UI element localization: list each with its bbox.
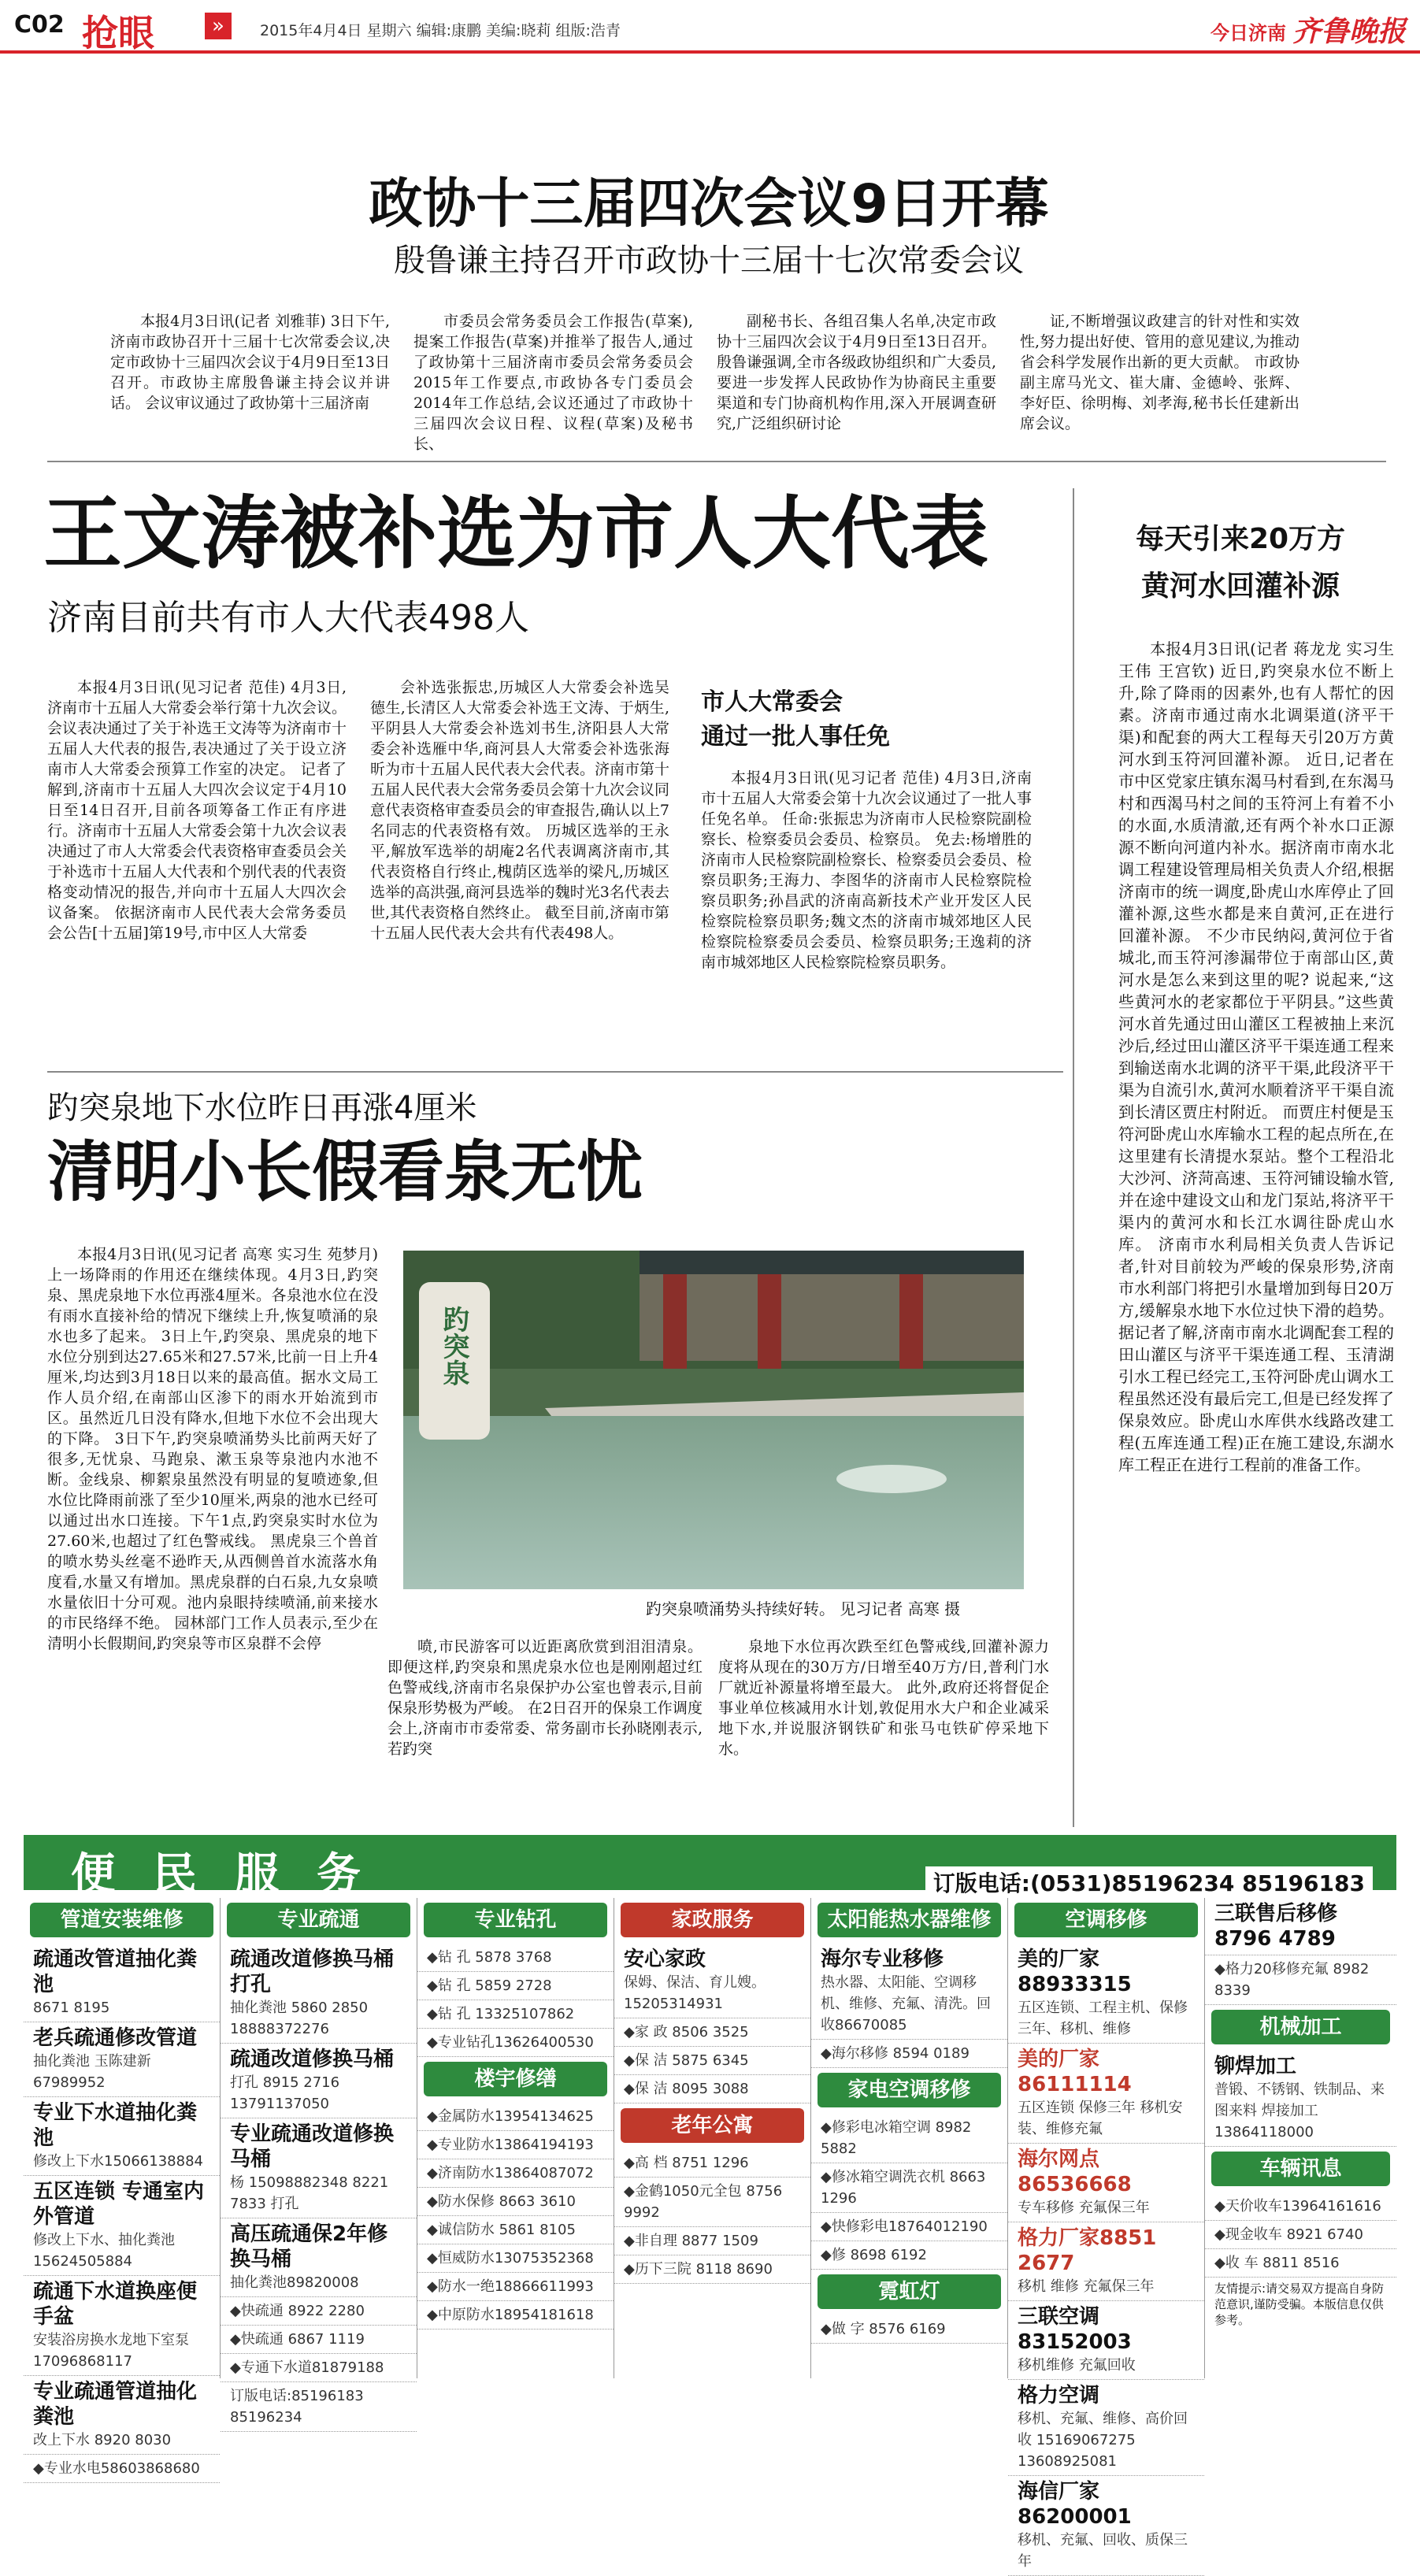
list-item: ◆非自理 8877 1509: [614, 2227, 810, 2255]
article4-col3: 泉地下水位再次跌至红色警戒线,回灌补源力度将从现在的30万方/日增至40万方/日,普利门水厂就近补源量将增至最大。 此外,政府还将督促企事业单位核减用水计划,敦促用水大户和企业减采地下水,并说服济钢铁矿和张马屯铁矿停采地下水。: [718, 1638, 1049, 1758]
list-item: 专业疏通改道修换马桶 杨 15098882348 8221 7833 打孔: [221, 2118, 417, 2218]
article1-col4: 证,不断增强议政建言的针对性和实效性,努力提出好使、管用的意见建议,为推动省会科学发展作出新的更大贡献。 市政协副主席马光文、崔大庸、金德岭、张辉、李好臣、徐明梅、刘孝海,秘书长任建新出席会议。: [1020, 313, 1300, 432]
category-tag: 老年公寓: [621, 2108, 804, 2143]
list-item: ◆诚信防水 5861 8105: [417, 2216, 614, 2244]
newspaper-logo: 齐鲁晚报: [1292, 15, 1406, 48]
list-item: ◆快修彩电18764012190: [811, 2213, 1007, 2241]
list-item: ◆金属防水13954134625: [417, 2103, 614, 2131]
list-item: 疏通改管道抽化粪池 8671 8195: [24, 1944, 220, 2022]
article4-title: 清明小长假看泉无忧: [47, 1133, 643, 1210]
list-item: ◆修彩电冰箱空调 8982 5882: [811, 2114, 1007, 2163]
notice: 友情提示:请交易双方提高自身防范意识,谨防受骗。本版信息仅供参考。: [1214, 2281, 1385, 2327]
category-tag: 专业疏通: [227, 1903, 410, 1937]
services-col-pipes: [24, 1898, 221, 2477]
list-item: 格力厂家8851 2677 移机 维修 充氟保三年: [1008, 2222, 1204, 2301]
list-item: 格力空调 移机、充氟、维修、高价回收 15169067275 13608925081: [1008, 2380, 1204, 2476]
spring-photo: [403, 1251, 1024, 1589]
article2-subtitle: 济南目前共有市人大代表498人: [47, 598, 529, 638]
list-item: 海尔网点86536668 专车移修 充氟保三年: [1008, 2144, 1204, 2222]
list-item: ◆钻 孔 5859 2728: [417, 1972, 614, 2000]
list-item: ◆现金收车 8921 6740: [1205, 2221, 1396, 2249]
article2-col2: 会补选张振忠,历城区人大常委会补选吴德生,长清区人大常委会补选王文涛、于炳生,平阴县人大常委会补选刘书生,济阳县人大常委会补选雁中华,商河县人大常委会补选张海昕为市十五届人民代表大会代表。济南市第十五届人民代表大会常务委员会第十九次会议同意代表资格审查委员会的审查报告,确认以上7名同志的代表资格有效。 历城区选举的王永平,解放军选举的胡庵2名代表调离济南市,其代表资格自行终止,槐荫区选举的梁凡,历城区选举的高洪强,商河县选举的魏时光3名代表去世,其代表资格自然终止。 截至目前,济南市第十五届人民代表大会共有代表498人。: [370, 679, 670, 942]
list-item: ◆高 档 8751 1296: [614, 2149, 810, 2178]
services-col-clearing: [221, 1898, 417, 2426]
list-item: 三联空调83152003 移机维修 充氟回收: [1008, 2301, 1204, 2380]
list-item: ◆济南防水13864087072: [417, 2159, 614, 2188]
photo-caption: 趵突泉喷涌势头持续好转。 见习记者 高寒 摄: [646, 1599, 961, 1618]
category-tag: 家政服务: [621, 1903, 804, 1937]
list-item: ◆快疏通 6867 1119: [221, 2326, 417, 2354]
list-item: 安心家政 保姆、保洁、育儿嫂。15205314931: [614, 1944, 810, 2018]
article1-subtitle: 殷鲁谦主持召开市政协十三届十七次常委会议: [394, 243, 1024, 279]
list-item: ◆家 政 8506 3525: [614, 2018, 810, 2047]
issue-meta: 2015年4月4日 星期六 编辑:康鹏 美编:晓莉 组版:浩青: [260, 22, 621, 39]
list-item: 高压疏通保2年修换马桶 抽化粪池89820008: [221, 2218, 417, 2297]
list-item: ◆收 车 8811 8516: [1205, 2249, 1396, 2278]
list-item: ◆中原防水18954181618: [417, 2301, 614, 2330]
services-hotline: 订版电话:(0531)85196234 85196183: [925, 1866, 1373, 1898]
list-item: ◆防水一绝18866611993: [417, 2273, 614, 2301]
list-item: 老兵疏通修改管道 抽化粪池 玉陈建新67989952: [24, 2022, 220, 2097]
section-title: 抢眼: [82, 12, 154, 54]
page-number: C02: [14, 11, 65, 39]
divider: [47, 1071, 1063, 1073]
list-item: ◆专业水电58603868680: [24, 2455, 220, 2483]
list-item: ◆钻 孔 5878 3768: [417, 1944, 614, 1972]
list-item: 疏通下水道换座便手盆 安装浴房换水龙地下室泵 17096868117: [24, 2276, 220, 2376]
article2-box-text: 本报4月3日讯(见习记者 范佳) 4月3日,济南市十五届人大常委会第十九次会议通过了一批人事任免名单。 任命:张振忠为济南市人民检察院副检察长、检察委员会委员、检察员。 免去:杨增胜的济南市人民检察院副检察长、检察委员会委员、检察员职务;王海力、李图华的济南市人民检察院检察员职务;孙昌武的济南高新技术产业开发区人民检察院检察员职务;魏文杰的济南市城郊地区人民检察院检察委员会委员、检察员职务;王逸莉的济南市城郊地区人民检察院检察员职务。: [701, 769, 1032, 971]
article2-col1: 本报4月3日讯(见习记者 范佳) 4月3日,济南市十五届人大常委会举行第十九次会议。会议表决通过了关于补选王文涛等为济南市十五届人大代表的报告,表决通过了关于设立济南市人大常委会预算工作室的决定。 记者了解到,济南市十五届人大四次会议定于4月10日至14日召开,目前各项筹备工作正有序进行。济南市十五届人大常委会第十九次会议表决通过了市人大常委会代表资格审查委员会关于补选市十五届人大代表和个别代表的代表资格变动情况的报告,并向市十五届人大四次会议备案。 依据济南市人民代表大会常务委员会公告[十五届]第19号,市中区人大常委: [47, 679, 347, 942]
services-col-solar: [811, 1898, 1008, 2378]
list-item: ◆防水保修 8663 3610: [417, 2188, 614, 2216]
list-item: ◆做 字 8576 6169: [811, 2315, 1007, 2344]
list-item: ◆保 洁 5875 6345: [614, 2047, 810, 2075]
list-item: 海信厂家86200001 移机、充氟、回收、质保三年: [1008, 2476, 1204, 2576]
list-item: ◆修冰箱空调洗衣机 8663 1296: [811, 2163, 1007, 2213]
article2-box-title: 市人大常委会 通过一批人事任免: [701, 688, 890, 751]
article1-title: 政协十三届四次会议9日开幕: [369, 173, 1049, 235]
list-item: ◆海尔移修 8594 0189: [811, 2040, 1007, 2068]
list-item: ◆专业钻孔13626400530: [417, 2029, 614, 2057]
masthead: [0, 0, 1420, 54]
services-col-housekeeping: [614, 1898, 811, 2378]
list-item: 疏通改道修换马桶打孔 抽化粪池 5860 2850 18888372276: [221, 1944, 417, 2044]
article4-col1: 本报4月3日讯(见习记者 高寒 实习生 苑梦月) 上一场降雨的作用还在继续体现。4月3日,趵突泉、黑虎泉地下水位再涨4厘米。各泉池水位在没有雨水直接补给的情况下继续上升,恢复喷涌的泉水也多了起来。 3日上午,趵突泉、黑虎泉的地下水位分别到达27.65米和27.57米,比前一日上升4厘米,均达到3月18日以来的最高值。据水文局工作人员介绍,在南部山区渗下的雨水开始流到市区。虽然近几日没有降水,但地下水位不会出现大的下降。 3日下午,趵突泉喷涌势头比前两天好了很多,无忧泉、马跑泉、漱玉泉等泉池内水池不断。金线泉、柳絮泉虽然没有明显的复喷迹象,但水位比降雨前涨了至少10厘米,两泉的池水已经可以通过出水口连接。下午1点,趵突泉实时水位为27.60米,也超过了红色警戒线。 黑虎泉三个兽首的喷水势头丝毫不逊昨天,从西侧兽首水流落水角度看,水量又有增加。黑虎泉群的白石泉,九女泉喷水量依旧十分可观。池内泉眼持续喷涌,前来接水的市民络绎不绝。 园林部门工作人员表示,至少在清明小长假期间,趵突泉等市区泉群不会停: [47, 1246, 378, 1652]
list-item: 铆焊加工 普锻、不锈钢、铁制品、来图来料 焊接加工13864118000: [1205, 2051, 1396, 2147]
list-item: 专业下水道抽化粪池 修改上下水15066138884: [24, 2097, 220, 2176]
category-tag: 空调移修: [1014, 1903, 1198, 1937]
article1-col1: 本报4月3日讯(记者 刘雅菲) 3日下午,济南市政协召开十三届十七次常委会议,决定市政协十三届四次会议于4月9日至13日召开。市政协主席殷鲁谦主持会议并讲话。 会议审议通过了政协第十三届济南: [110, 313, 390, 412]
brand-label: 今日济南: [1211, 22, 1286, 44]
list-item: 海尔专业移修 热水器、太阳能、空调移机、维修、充氟、清洗。回收86670085: [811, 1944, 1007, 2040]
services-header: [24, 1835, 1396, 1900]
list-item: ◆金鹤1050元全包 8756 9992: [614, 2178, 810, 2227]
list-item: 三联售后移修 8796 4789: [1205, 1898, 1396, 1955]
services-col-misc: [1205, 1898, 1396, 2378]
photo-sign: 趵突泉: [438, 1306, 469, 1386]
list-item: 疏通改道修换马桶 打孔 8915 2716 13791137050: [221, 2044, 417, 2118]
divider: [1073, 488, 1074, 1827]
list-item: ◆专业防水13864194193: [417, 2131, 614, 2159]
article4-col2: 喷,市民游客可以近距离欣赏到泪泪清泉。 即便这样,趵突泉和黑虎泉水位也是刚刚超过红色警戒线,济南市名泉保护办公室也曾表示,目前保泉形势极为严峻。 在2日召开的保泉工作调度会上,济南市市委常委、常务副市长孙晓刚表示,若趵突: [387, 1638, 703, 1758]
divider: [47, 461, 1386, 462]
list-item: ◆快疏通 8922 2280: [221, 2297, 417, 2326]
list-item: 订版电话:85196183 85196234: [221, 2382, 417, 2432]
list-item: 美的厂家88933315 五区连锁、工程主机、保修三年、移机、维修: [1008, 1944, 1204, 2044]
article1-col2: 市委员会常务委员会工作报告(草案),提案工作报告(草案)并推举了报告人,通过了政协第十三届济南市委员会常务委员会2015年工作要点,市政协各专门委员会2014年工作总结,会议还通过了市政协十三届四次会议日程、议程(草案)及秘书长、: [413, 313, 693, 453]
list-item: 专业疏通管道抽化粪池 改上下水 8920 8030: [24, 2376, 220, 2455]
category-tag: 管道安装维修: [30, 1903, 213, 1937]
list-item: ◆专通下水道81879188: [221, 2354, 417, 2382]
article4-kicker: 趵突泉地下水位昨日再涨4厘米: [47, 1090, 477, 1126]
list-item: ◆历下三院 8118 8690: [614, 2255, 810, 2284]
spring-photo-svg: [403, 1251, 1024, 1589]
article3-text: 本报4月3日讯(记者 蒋龙龙 实习生 王伟 王宫钦) 近日,趵突泉水位不断上升,除了降雨的因素外,也有人帮忙的因素。济南市通过南水北调渠道(济平干渠)和配套的两大工程每天引20万方黄河水到玉符河回灌补源。 近日,记者在市中区党家庄镇东渴马村看到,在东渴马村和西渴马村之间的玉符河上有着不小的水面,水质清澈,还有两个补水口正源源不断向河道内补水。据济南市南水北调工程建设管理局相关负责人介绍,根据济南市的统一调度,卧虎山水库停止了回灌补源,这些水都是来自黄河,正在进行回灌补源。 不少市民纳闷,黄河位于省城北,而玉符河渗漏带位于南部山区,黄河水是怎么来到这里的呢? 说起来,“这些黄河水的老家都位于平阴县。”这些黄河水首先通过田山灌区工程被抽上来沉沙后,经过田山灌区济平干渠连通工程来到输送南水北调的济平干渠,此段济平干渠为自流引水,黄河水顺着济平干渠自流到长清区贾庄村附近。 而贾庄村便是玉符河卧虎山水库输水工程的起点所在,在这里建有长清提水泵站。整个工程沿北大沙河、济菏高速、玉符河铺设输水管,并在途中建设文山和龙门泵站,将济平干渠内的黄河水和长江水调往卧虎山水库。 济南市水利局相关负责人告诉记者,针对目前较为严峻的保泉形势,济南市水利部门将把引水量增加到每日20万方,缓解泉水地下水位过快下滑的趋势。 据记者了解,济南市南水北调配套工程的田山灌区与济平干渠连通工程、玉清湖引水工程已经完工,玉符河卧虎山调水工程虽然还没有最后完工,但是已经发挥了保泉效应。卧虎山水库供水线路改建工程(五库连通工程)正在施工建设,东湖水库工程正在进行工程前的准备工作。: [1118, 639, 1394, 1474]
section-arrow-icon: »: [205, 13, 232, 39]
list-item: 五区连锁 专通室内外管道 修改上下水、抽化粪池 15624505884: [24, 2176, 220, 2276]
services-col-aircon: [1008, 1898, 1205, 2570]
article1-col3: 副秘书长、各组召集人名单,决定市政协十三届四次会议于4月9日至13日召开。 殷鲁谦强调,全市各级政协组织和广大委员,要进一步发挥人民政协作为协商民主重要渠道和专门协商机构作用,深入开展调查研究,广泛组织研讨论: [717, 313, 996, 432]
category-tag: 车辆讯息: [1211, 2152, 1390, 2186]
category-tag: 机械加工: [1211, 2010, 1390, 2044]
category-tag: 霓虹灯: [818, 2274, 1001, 2309]
services-col-drilling: [417, 1898, 614, 2378]
category-tag: 太阳能热水器维修: [818, 1903, 1001, 1937]
list-item: ◆修 8698 6192: [811, 2241, 1007, 2270]
list-item: ◆格力20移修充氟 8982 8339: [1205, 1955, 1396, 2005]
category-tag: 家电空调移修: [818, 2073, 1001, 2107]
article3-title: 每天引来20万方 黄河水回灌补源: [1135, 523, 1346, 602]
category-tag: 专业钻孔: [424, 1903, 607, 1937]
list-item: ◆恒威防水13075352368: [417, 2244, 614, 2273]
list-item: ◆保 洁 8095 3088: [614, 2075, 810, 2103]
services-title: 便民服务: [71, 1849, 399, 1900]
article2-title: 王文涛被补选为市人大代表: [43, 487, 988, 580]
list-item: ◆钻 孔 13325107862: [417, 2000, 614, 2029]
list-item: 美的厂家86111114 五区连锁 保修三年 移机安装、维修充氟: [1008, 2044, 1204, 2144]
list-item: ◆天价收车13964161616: [1205, 2192, 1396, 2221]
category-tag: 楼宇修缮: [424, 2062, 607, 2096]
